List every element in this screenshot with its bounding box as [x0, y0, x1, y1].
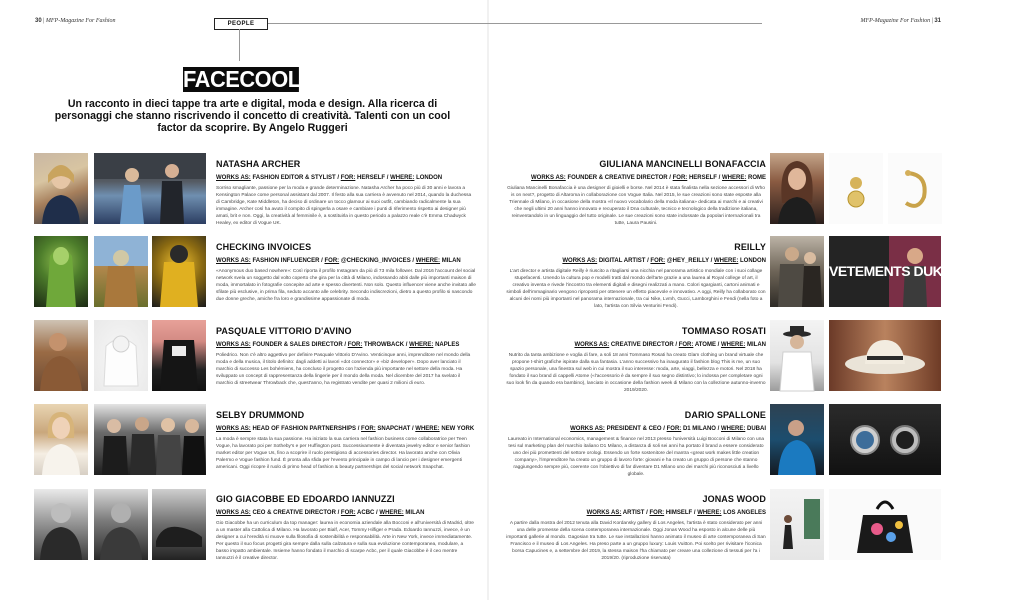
folio-left: 30 | MFP-Magazine For Fashion [35, 18, 116, 24]
where-label: WHERE: [409, 342, 434, 348]
for-label: FOR: [678, 342, 694, 348]
works-as-label: WORKS AS: [216, 258, 251, 264]
where-value: LONDON [740, 258, 766, 264]
for-value: THROWBACK [364, 342, 405, 348]
profile-natasha-archer [216, 159, 476, 227]
where-value: MILAN [747, 342, 766, 348]
where-value: NAPLES [435, 342, 460, 348]
profile-name: CHECKING INVOICES [216, 242, 312, 252]
for-label: FOR: [649, 510, 665, 516]
profile-description: Poliedrico. Non c'è altro aggettivo per definire Pasquale Vittorio D'Avino. Venticinque anni, imprenditore nel mondo della moda e della musica, il titolo definito: dagli addetti ai lavori «dot connector» e «biz developer». Dopo aver lanciato il marchio di successo Les bohémiens, ha concluso il progetto con l'azienda più importante nel settore della moda. Ha sviluppato un concept di rappresentanza della lingerie per il mondo della moda. Nel dicembre del 2017 ha svelato il marchio di streetwear Throwback che, quest'anno, ha registrato vendite per quasi 2 milioni di euro. [216, 353, 471, 386]
photo-dario-portrait [770, 404, 824, 475]
where-value: LOS ANGELES [723, 510, 766, 516]
photo-d1-milano-watches [829, 404, 941, 475]
section-rule [214, 23, 762, 24]
works-as-value: CREATIVE DIRECTOR [610, 342, 674, 348]
works-as-value: FASHION EDITOR & STYLIST [252, 175, 336, 181]
section-rule-stem [239, 29, 240, 61]
magazine-name-right: MFP-Magazine For Fashion [860, 18, 931, 24]
photo-pasquale-hoodie [94, 320, 148, 391]
works-as-value: FOUNDER & SALES DIRECTOR [252, 342, 343, 348]
for-label: FOR: [361, 426, 376, 432]
where-label: WHERE: [720, 342, 746, 348]
intro-text: Un racconto in dieci tappe tra arte e digital, moda e design. Alla ricerca di personaggi che stanno riscrivendo il concetto di creatività. Talenti con un cool factor da scoprire. By Angelo Ruggeri [54, 98, 451, 134]
photo-gio-giacobbe [34, 489, 88, 560]
where-label: WHERE: [713, 258, 739, 264]
works-as-value: ARTIST [622, 510, 645, 516]
profile-meta: WORKS AS: HEAD OF FASHION PARTNERSHIPS / FOR: SNAPCHAT / WHERE: NEW YORK [216, 426, 475, 432]
for-label: FOR: [347, 342, 363, 348]
photo-edoardo-iannuzzi [94, 489, 148, 560]
for-value: HERSELF [357, 175, 386, 181]
profile-giuliana-mancinelli-bonafaccia [506, 159, 766, 227]
profile-selby-drummond [216, 410, 476, 472]
where-value: LONDON [416, 175, 443, 181]
works-as-value: HEAD OF FASHION PARTNERSHIPS [252, 426, 357, 432]
works-as-label: WORKS AS: [216, 510, 251, 516]
where-value: NEW YORK [441, 426, 475, 432]
profile-jonas-wood [506, 494, 766, 562]
profile-name: SELBY DRUMMOND [216, 410, 305, 420]
for-value: ATOME [694, 342, 716, 348]
where-label: WHERE: [415, 426, 440, 432]
profile-meta: WORKS AS: CEO & CREATIVE DIRECTOR / FOR: ACBC / WHERE: MILAN [216, 510, 425, 516]
where-value: MILAN [441, 258, 461, 264]
for-label: FOR: [340, 175, 356, 181]
where-value: ROME [748, 175, 766, 181]
photo-giuliana-jewel-1 [829, 153, 883, 224]
for-value: HIMSELF [665, 510, 693, 516]
profile-meta: WORKS AS: FASHION EDITOR & STYLIST / FOR: HERSELF / WHERE: LONDON [216, 175, 443, 181]
for-value: HERSELF [688, 175, 717, 181]
profile-name: JONAS WOOD [702, 494, 766, 504]
where-value: DUBAI [747, 426, 766, 432]
profile-meta: WORKS AS: CREATIVE DIRECTOR / FOR: ATOME / WHERE: MILAN [574, 342, 766, 348]
photo-atome-hat [829, 320, 941, 391]
page-number-left: 30 [35, 18, 42, 24]
photo-giuliana-portrait [770, 153, 824, 224]
photo-natasha-archer-portrait [34, 153, 88, 224]
reilly-artwork-caption: VETEMENTS DUKE FINEMUS [829, 263, 1014, 279]
photo-pasquale-jacket [152, 320, 206, 391]
for-value: D1 MILANO [682, 426, 716, 432]
photo-acbc-shoe [152, 489, 206, 560]
works-as-label: WORKS AS: [574, 342, 610, 348]
profile-name: REILLY [734, 242, 766, 252]
where-label: WHERE: [720, 426, 746, 432]
photo-selby-drummond-group [94, 404, 206, 475]
magazine-name-left: MFP-Magazine For Fashion [45, 18, 116, 24]
where-label: WHERE: [415, 258, 441, 264]
where-label: WHERE: [390, 175, 415, 181]
profile-name: NATASHA ARCHER [216, 159, 301, 169]
photo-natasha-archer-event [94, 153, 206, 224]
for-label: FOR: [666, 426, 682, 432]
photo-tommaso-portrait [770, 320, 824, 391]
photo-jonas-wood-studio [770, 489, 824, 560]
profile-meta: WORKS AS: DIGITAL ARTIST / FOR: @HEY_REILLY / WHERE: LONDON [562, 258, 766, 264]
photo-checking-invoices-3 [152, 236, 206, 307]
for-value: ACBC [357, 510, 375, 516]
profile-name: GIULIANA MANCINELLI BONAFACCIA [599, 159, 766, 169]
works-as-value: PRESIDENT & CEO [606, 426, 662, 432]
profile-description: Sorriso smagliante, passione per la moda e grande determinazione. Natasha Archer ha poco più di 30 anni e lavora a Kensington Palace come personal assistant dal 2007. Il festo alla sua carriera è avvenuto nel 2014, quando la duchessa di Cambridge, Kate Middleton, ha deciso di ordinare un tocco glamour ai suoi outfit, cambiando radicalmente la sua immagine. Archer così ha avuto il compito di spingerla a osare e cambiare i punti di riferimento rispetto ai designer più amati, brit e non. Oggi, la creatività al femminile è, a sostituirla in questo periodo a palazzo reale c'è Emma Chadwyck Healey, ex editor di Vogue UK. [216, 186, 472, 226]
works-as-label: WORKS AS: [216, 426, 251, 432]
profile-meta: WORKS AS: FASHION INFLUENCER / FOR: @CHECKING_INVOICES / WHERE: MILAN [216, 258, 461, 264]
works-as-value: CEO & CREATIVE DIRECTOR [252, 510, 336, 516]
photo-giuliana-jewel-2 [888, 153, 942, 224]
profile-description: Gio Giacobbe ha un curriculum da top manager: laurea in economia aziendale alla Bocconi e all'università di Madrid, oltre a un master alla Cattolica di Milano. Ha lavorato per Bialf, Acer, Tommy Hilfiger e Prada. Edoardo Iannuzzi, invece, è un designer a cui l'eredità si muove sulla filosofia di sostenibilità e responsabilità. Arte in New York, invece immediatamente. Per questo il suo focus progetti gira sempre dalla sulla calzatura e sulla sua evoluzione contemporanea, modulare, a basso impatto ambientale. Insieme hanno fondato il marchio di scarpe Acbc, per il quale Giacobbe è il ceo mentre Iannuzzi è il creative director. [216, 521, 474, 561]
photo-checking-invoices-1 [34, 236, 88, 307]
profile-description: L'art director e artista digitale Reilly è riuscito a ritagliarsi una nicchia nel panorama artistico mondiale con i suoi collage stupefacenti. Unendo la cultura pop e modelli tratti dal mondo dell'arte grazie a una laurea al Royal college of art, il creativo inventa e rivede l'incontro tra elementi digitali e disegni realizzati a mano. Colori sgargianti, cartoni animati e simboli dell'immaginario vengono riproposti per ottenere un effetto piacevole e innovativo. A oggi, Reilly ha collaborato con alcuni dei nomi più importanti nel panorama internazionale, tra cui Nike, Lvmh, Gucci, Lamborghini e Fendi (nella foto a lato, l'artista con Silvia Venturini Fendi). [506, 269, 766, 309]
for-value: @CHECKING_INVOICES [340, 258, 411, 264]
profile-name: DARIO SPALLONE [684, 410, 766, 420]
page-gutter [487, 0, 489, 600]
photo-reilly-artwork [829, 236, 1014, 307]
works-as-label: WORKS AS: [570, 426, 605, 432]
photo-checking-invoices-2 [94, 236, 148, 307]
profile-name: GIO GIACOBBE ED EDOARDO IANNUZZI [216, 494, 395, 504]
for-value: SNAPCHAT [377, 426, 411, 432]
works-as-value: FASHION INFLUENCER [252, 258, 320, 264]
section-tag: PEOPLE [214, 18, 268, 30]
works-as-value: DIGITAL ARTIST [598, 258, 646, 264]
profile-description: Laureato in International economics, management & finance nel 2013 presso l'università Luigi Bocconi di Milano con una tesi sul marketing plan del marchio italiano D1 Milano, a distanza di soli sei anni ha portato il brand a essere considerato uno dei più promettenti del settore orologi. Essendo un forte sostenitore del mantra «great work makes little creation company», l'imprenditore ha creato un gruppo di lavoro forte: giovani e ha creato un gruppo di persone che stanno raggiungendo sempre più, coerente con l'obiettivo di far diventare D1 Milano uno dei marchi più riconosciuti a livello globale. [507, 437, 765, 477]
profile-description: La moda è sempre stata la sua passione. Ha iniziato la sua carriera nel fashion business come collaboratrice per Teen Vogue, ha lavorato poi per Sotheby's e per Huffington post. Successivamente è diventata jewelry editor e senior fashion market editor per Vogue Us, fino a scoprire il ruolo prestigioso di accessories director. Ha lavorato anche con Olivia Palermo e Vogue fashion fund. È pronta alla sfida per l'evento principale in campo di lancio per i designer emergenti americani. Oggi ricopre il ruolo di primo head of fashion & beauty partnerships del social network Snapchat. [216, 437, 470, 470]
for-label: FOR: [324, 258, 340, 264]
profile-reilly [506, 242, 766, 310]
profile-meta: WORKS AS: FOUNDER & CREATIVE DIRECTOR / FOR: HERSELF / WHERE: ROME [531, 175, 766, 181]
profile-meta: WORKS AS: FOUNDER & SALES DIRECTOR / FOR: THROWBACK / WHERE: NAPLES [216, 342, 460, 348]
works-as-label: WORKS AS: [531, 175, 566, 181]
works-as-label: WORKS AS: [216, 342, 251, 348]
page-number-right: 31 [934, 18, 941, 24]
photo-pasquale-portrait [34, 320, 88, 391]
for-value: @HEY_REILLY [666, 258, 709, 264]
works-as-label: WORKS AS: [586, 510, 622, 516]
where-label: WHERE: [379, 510, 404, 516]
folio-right: MFP-Magazine For Fashion | 31 [860, 18, 941, 24]
works-as-label: WORKS AS: [562, 258, 598, 264]
page-title: FACECOOL [183, 66, 301, 92]
photo-selby-drummond-portrait [34, 404, 88, 475]
photo-jonas-wood-bag [829, 489, 941, 560]
profile-pasquale-davino [216, 326, 476, 388]
where-value: MILAN [405, 510, 425, 516]
profile-description: Giuliana Mancinelli Bonafaccia è una designer di gioielli e borse. Nel 2014 è stata finalista nella sezione accessori di Who is on next?, progetto di Altaroma in collaborazione con Vogue Italia. Nel 2015, le sue creazioni sono state esposte alla Triennale di Milano, in occasione della mostra «Il nuovo vocabolario della moda italiana» dedicata ai marchi e ai creativi che negli ultimi 20 anni hanno innovato e recuperato il Dna culturale, tecnico e tecnologico della tradizione italiana, reinventandolo in un linguaggio del tutto originale. Le sue creazioni sono state indossate da popolari internazionali tra tutte, Laura Pausini. [507, 186, 765, 226]
profile-name: TOMMASO ROSATI [681, 326, 766, 336]
profile-meta: WORKS AS: PRESIDENT & CEO / FOR: D1 MILANO / WHERE: DUBAI [570, 426, 766, 432]
profile-description: Nutrito da tanta ambizione e voglia di fare, a soli 18 anni Tommaso Rosati ha creato Glam clothing un brand virtuale che propone t-shirt grafiche ispirate dalla sua fantasia. L'anno successivo ha inaugurato il fashion blog This is me, un suo spazio personale, una finestra sul web in cui mostra il suo interesse: moda, arte, viaggi, bellezza e motori. Nel 2018 ha fondato il suo brand di cappelli Atome («l'accessorio è da sempre il suo segno distintivo; lo indossa per completare ogni suo look fin da quando era bambino), lanciato in occasione della fashion week di Milano con la collezione autunno-inverno 2019/2020. [506, 353, 766, 393]
for-label: FOR: [672, 175, 688, 181]
profile-meta: WORKS AS: ARTIST / FOR: HIMSELF / WHERE: LOS ANGELES [586, 510, 766, 516]
profile-description: A partire dalla mostra del 2012 tenuta alla David Kordansky gallery di Los Angeles, l'artista è stato considerato per anni una delle promesse della scena contemporanea internazionale. Oggi Jonas Wood ha esposto in alcune delle più importanti gallerie al mondo. Gagosian tra tutte. Le sue installazioni hanno animato il museo di arte contemporanea di San Francisco e il museo di Los Angeles. Ha preso parte a un gruppo luxury: Louis Vuitton. Poi scelto per rivisitare l'iconica borsa Capucines e, a settembre del 2019, la stessa maison l'ha chiamato per creare una collezione di tessuti per l'a i 2019/20. (riproduzione riservata) [506, 521, 766, 561]
profile-gio-giacobbe-edoardo-iannuzzi [216, 494, 476, 562]
photo-reilly-portrait [770, 236, 824, 307]
profile-checking-invoices [216, 242, 476, 304]
for-label: FOR: [340, 510, 356, 516]
profile-tommaso-rosati [506, 326, 766, 394]
profile-name: PASQUALE VITTORIO D'AVINO [216, 326, 352, 336]
profile-dario-spallone [506, 410, 766, 478]
where-label: WHERE: [721, 175, 747, 181]
profile-description: «Anonymous duo based nowhere»: Così riporta il profilo Instagram da più di 73 mila follower. Dal 2016 l'account del social network svela un soggetto dal volto coperto che gira per la città di Milano, indossando abiti dalle più importanti maison di moda, immortalato in fotografie concepite ad arte e spesso divertenti. Non solo. Questo influencer viene anche invitato alle sfilate più esclusive, in prima fila, seduto accanto alle celebrity. Secondo indiscrezioni, dietro a questo profilo si nascondo due donne greche, amiche fra loro e grandissime appassionate di moda. [216, 269, 476, 302]
works-as-value: FOUNDER & CREATIVE DIRECTOR [567, 175, 668, 181]
for-label: FOR: [650, 258, 666, 264]
works-as-label: WORKS AS: [216, 175, 251, 181]
where-label: WHERE: [697, 510, 722, 516]
